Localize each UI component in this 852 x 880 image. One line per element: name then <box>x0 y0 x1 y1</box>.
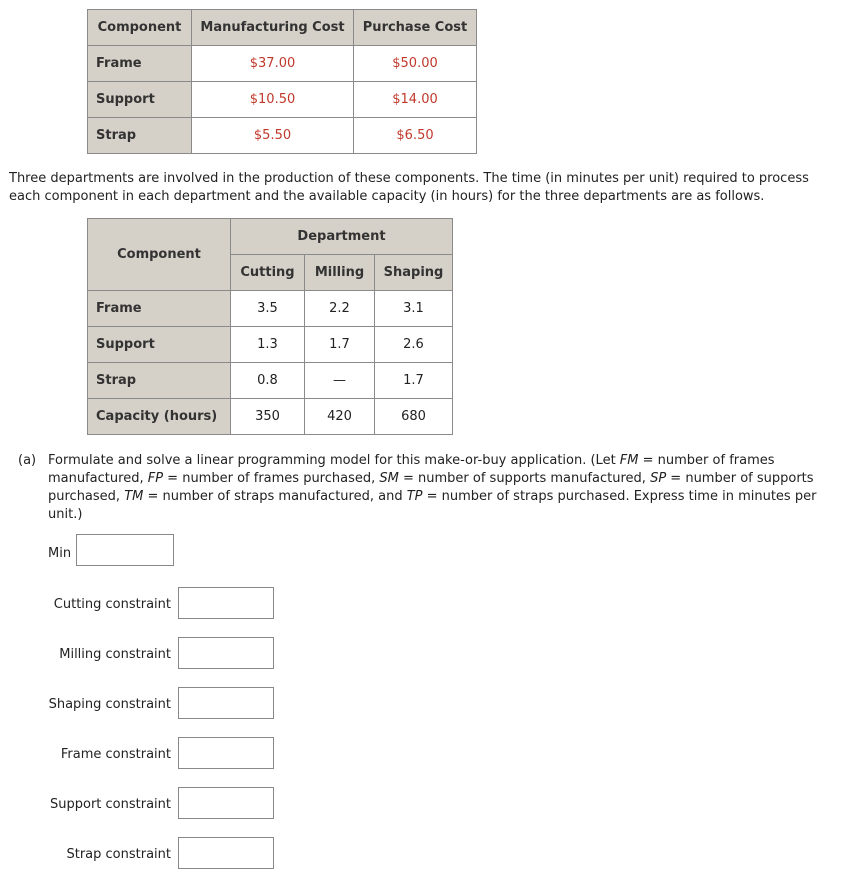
dept-milling-value: 1.7 <box>305 327 375 363</box>
var-tp: TP <box>406 489 423 504</box>
var-fm: FM <box>619 453 639 468</box>
dept-header-row <box>88 219 453 255</box>
part-a-text-segment: = number of supports purchased, <box>48 471 814 504</box>
milling-constraint-input[interactable] <box>178 637 274 669</box>
dept-row-support <box>88 327 453 363</box>
dept-milling-value: 420 <box>305 399 375 435</box>
support-constraint-input[interactable] <box>178 787 274 819</box>
cost-purchase-value: $6.50 <box>354 118 477 154</box>
cost-mfg-value: $10.50 <box>192 82 354 118</box>
cost-row-strap <box>88 118 477 154</box>
part-a-question <box>18 452 830 524</box>
dept-cutting-value: 350 <box>231 399 305 435</box>
strap-constraint-label: Strap constraint <box>66 847 171 862</box>
var-sp: SP <box>650 471 667 486</box>
support-constraint-label: Support constraint <box>50 797 171 812</box>
dept-row-label: Frame <box>88 291 231 327</box>
cost-row-frame <box>88 46 477 82</box>
part-a-text-segment: Formulate and solve a linear programming model for this make-or-buy application. (Let <box>48 453 620 468</box>
var-sm: SM <box>379 471 399 486</box>
part-a-text-segment: = number of frames purchased, <box>163 471 380 486</box>
cost-header-component: Component <box>88 10 192 46</box>
cutting-constraint-input[interactable] <box>178 587 274 619</box>
dept-shaping-value: 2.6 <box>375 327 453 363</box>
cutting-constraint-label: Cutting constraint <box>53 597 171 612</box>
dept-cutting-value: 3.5 <box>231 291 305 327</box>
part-a-label: (a) <box>18 453 37 468</box>
dept-header-shaping: Shaping <box>375 255 453 291</box>
cost-row-label: Strap <box>88 118 192 154</box>
intro-paragraph: Three departments are involved in the production of these components. The time (in minutes per unit) required to process each component in each department and the available capacity (in hours) for the three departments are as follows. <box>9 171 809 204</box>
frame-constraint-input[interactable] <box>178 737 274 769</box>
dept-row-strap <box>88 363 453 399</box>
milling-constraint-label: Milling constraint <box>59 647 171 662</box>
dept-row-label: Capacity (hours) <box>88 399 231 435</box>
cost-row-label: Frame <box>88 46 192 82</box>
strap-constraint-input[interactable] <box>178 837 274 869</box>
cost-row-support <box>88 82 477 118</box>
dept-header-component: Component <box>88 219 231 291</box>
shaping-constraint-input[interactable] <box>178 687 274 719</box>
part-a-text <box>48 452 830 524</box>
var-tm: TM <box>124 489 144 504</box>
cost-row-label: Support <box>88 82 192 118</box>
shaping-constraint-label: Shaping constraint <box>48 697 171 712</box>
dept-shaping-value: 3.1 <box>375 291 453 327</box>
department-table <box>87 218 453 435</box>
dept-header-department: Department <box>231 219 453 255</box>
cost-mfg-value: $5.50 <box>192 118 354 154</box>
min-label: Min <box>48 546 72 561</box>
cost-purchase-value: $14.00 <box>354 82 477 118</box>
dept-shaping-value: 1.7 <box>375 363 453 399</box>
cost-purchase-value: $50.00 <box>354 46 477 82</box>
dept-milling-value: 2.2 <box>305 291 375 327</box>
var-fp: FP <box>147 471 164 486</box>
cost-header-purchase: Purchase Cost <box>354 10 477 46</box>
cost-mfg-value: $37.00 <box>192 46 354 82</box>
dept-row-label: Support <box>88 327 231 363</box>
part-a-text-segment: = number of supports manufactured, <box>398 471 651 486</box>
frame-constraint-label: Frame constraint <box>60 747 171 762</box>
cost-header-manufacturing: Manufacturing Cost <box>192 10 354 46</box>
dept-row-label: Strap <box>88 363 231 399</box>
part-a-text-segment: = number of straps purchased. Express time in minutes per unit.) <box>48 489 817 522</box>
dept-row-frame <box>88 291 453 327</box>
part-a-text-segment: = number of straps manufactured, and <box>143 489 407 504</box>
min-objective-input[interactable] <box>76 534 174 566</box>
cost-table <box>87 9 477 154</box>
dept-milling-value: — <box>305 363 375 399</box>
dept-shaping-value: 680 <box>375 399 453 435</box>
part-a-text-segment: = number of frames manufactured, <box>48 453 775 486</box>
dept-row-capacity <box>88 399 453 435</box>
dept-header-milling: Milling <box>305 255 375 291</box>
dept-header-cutting: Cutting <box>231 255 305 291</box>
dept-cutting-value: 0.8 <box>231 363 305 399</box>
cost-header-row <box>88 10 477 46</box>
dept-cutting-value: 1.3 <box>231 327 305 363</box>
